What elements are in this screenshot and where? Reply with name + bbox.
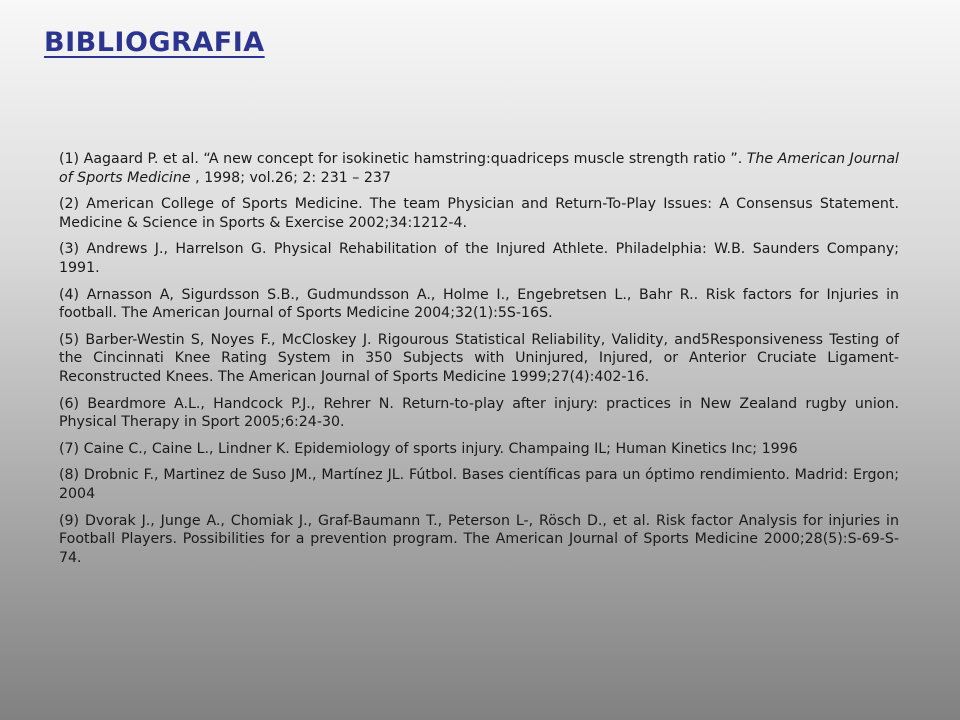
reference-item: (8) Drobnic F., Martinez de Suso JM., Martínez JL. Fútbol. Bases científicas para un óptimo rendimiento. Madrid: Ergon; 2004 bbox=[59, 467, 899, 502]
reference-item: (6) Beardmore A.L., Handcock P.J., Rehrer N. Return-to-play after injury: practices in New Zealand rugby union. Physical Therapy in Sport 2005;6:24-30. bbox=[59, 395, 899, 431]
reference-journal: The American Journal of Sports Medicine bbox=[59, 151, 899, 186]
reference-item: (9) Dvorak J., Junge A., Chomiak J., Graf-Baumann T., Peterson L-, Rösch D., et al. Risk factor Analysis for injuries in Football Players. Possibilities for a prevention program. The American Journal of Sports Medicine 2000;28(5):S-69-S-74. bbox=[59, 512, 899, 566]
reference-item: (2) American College of Sports Medicine. The team Physician and Return-To-Play Issues: A Consensus Statement. Medicine & Science in Sports & Exercise 2002;34:1212-4. bbox=[59, 196, 899, 231]
reference-list bbox=[59, 150, 899, 575]
page-title: BIBLIOGRAFIA bbox=[44, 27, 265, 58]
reference-item: (3) Andrews J., Harrelson G. Physical Rehabilitation of the Injured Athlete. Philadelphia: W.B. Saunders Company; 1991. bbox=[59, 241, 899, 276]
reference-item bbox=[59, 150, 899, 187]
reference-item: (5) Barber-Westin S, Noyes F., McCloskey J. Rigourous Statistical Reliability, Validity, and5Responsiveness Testing of the Cincinnati Knee Rating System in 350 Subjects with Uninjured, Injured, or Anterior Cruciate Ligament- Reconstructed Knees. The American Journal of Sports Medicine 1999;27(4):402-16. bbox=[59, 331, 899, 385]
reference-item: (7) Caine C., Caine L., Lindner K. Epidemiology of sports injury. Champaing IL; Human Kinetics Inc; 1996 bbox=[59, 440, 798, 457]
reference-item: (4) Arnasson A, Sigurdsson S.B., Gudmundsson A., Holme I., Engebretsen L., Bahr R.. Risk factors for Injuries in football. The American Journal of Sports Medicine 2004;32(1):5S-16S. bbox=[59, 286, 899, 322]
reference-text: (1) Aagaard P. et al. “A new concept for isokinetic hamstring:quadriceps muscle strength ratio ”. bbox=[59, 151, 747, 167]
reference-details: , 1998; vol.26; 2: 231 – 237 bbox=[190, 169, 391, 186]
